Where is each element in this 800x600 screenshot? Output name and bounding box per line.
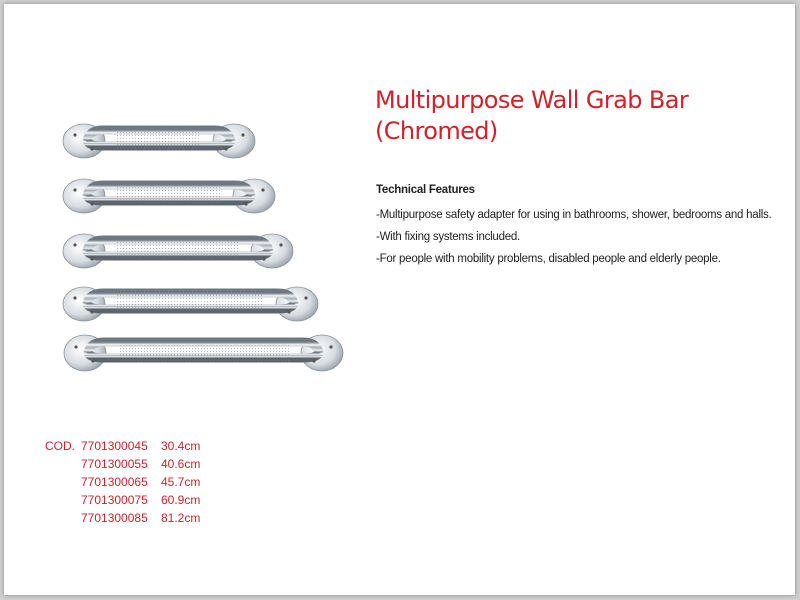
grab-bar-images <box>59 119 349 379</box>
feature-item: -For people with mobility problems, disabled people and elderly people. <box>376 253 721 265</box>
technical-features-heading: Technical Features <box>376 184 475 196</box>
feature-item: -With fixing systems included. <box>376 231 520 243</box>
product-code: 7701300065 <box>81 475 148 489</box>
code-row <box>45 437 200 455</box>
grab-bar-icon <box>59 229 349 273</box>
grab-bar-icon <box>59 174 349 218</box>
code-row <box>45 473 200 491</box>
code-label: COD. <box>45 439 75 453</box>
product-code: 7701300075 <box>81 493 148 507</box>
product-codes <box>45 437 200 527</box>
product-title <box>375 85 688 147</box>
grab-bar-icon <box>59 282 349 326</box>
page-frame <box>4 4 795 595</box>
product-code: 7701300045 <box>81 439 148 453</box>
product-length: 30.4cm <box>161 439 201 453</box>
code-row <box>45 491 200 509</box>
technical-features <box>376 184 796 275</box>
product-length: 60.9cm <box>161 493 201 507</box>
product-code: 7701300055 <box>81 457 148 471</box>
product-length: 40.6cm <box>161 457 201 471</box>
product-code: 7701300085 <box>81 511 148 525</box>
code-row <box>45 455 200 473</box>
product-length: 81.2cm <box>161 511 201 525</box>
feature-item: -Multipurpose safety adapter for using in bathrooms, shower, bedrooms and halls. <box>376 209 772 221</box>
grab-bar-icon <box>59 329 349 377</box>
product-title-line2: (Chromed) <box>375 117 498 145</box>
code-row <box>45 509 200 527</box>
product-length: 45.7cm <box>161 475 201 489</box>
product-title-line1: Multipurpose Wall Grab Bar <box>375 86 689 114</box>
grab-bar-icon <box>59 119 349 163</box>
